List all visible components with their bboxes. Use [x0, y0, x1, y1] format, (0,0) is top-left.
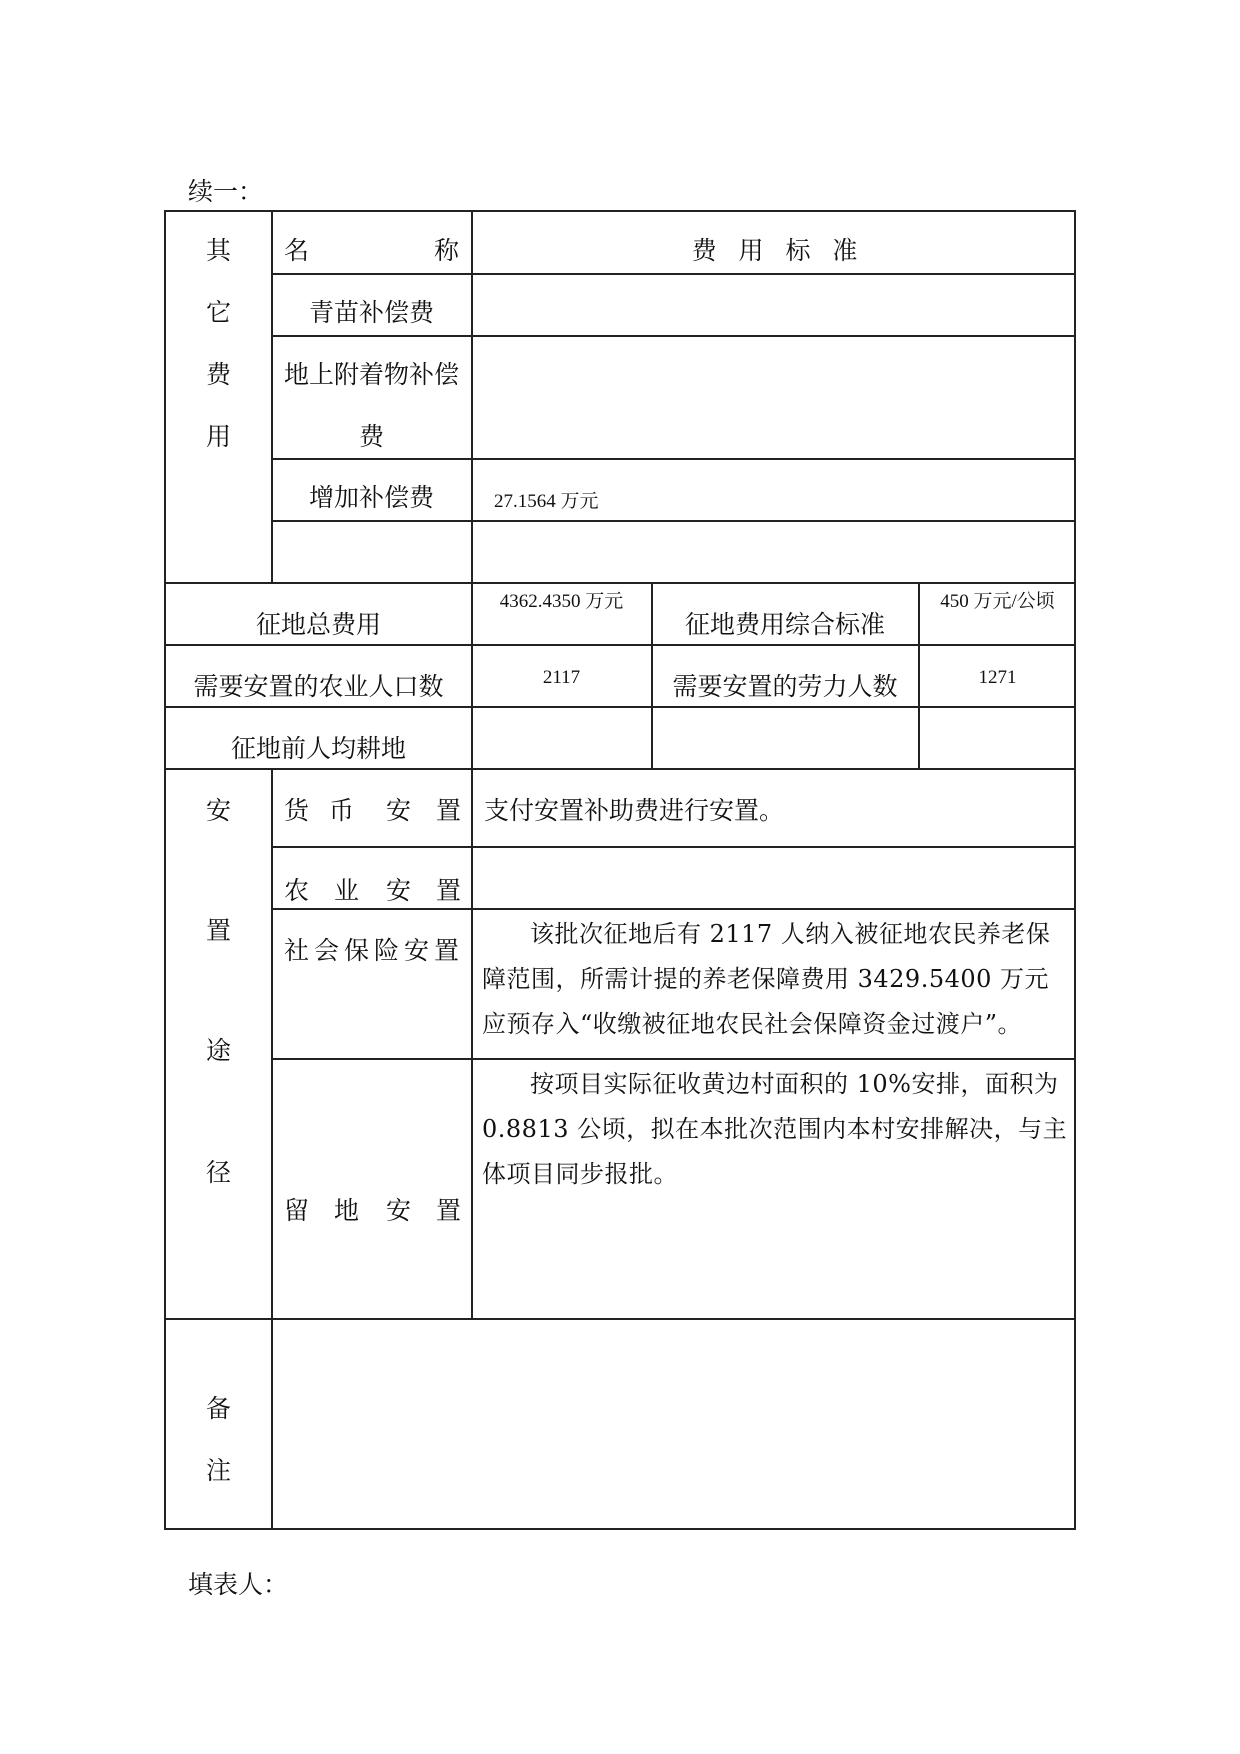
agri-label-char: 业: [334, 876, 360, 905]
form-filler-label: 填表人：: [188, 1570, 289, 1599]
row-divider: [166, 582, 1076, 584]
composite-standard-value: 450 万元/公顷: [940, 591, 1055, 612]
other-fees-label-char: 用: [206, 422, 232, 451]
col-divider: [471, 768, 473, 1318]
continuation-heading: 续一：: [188, 177, 264, 206]
row-divider: [271, 520, 1076, 522]
col-divider: [271, 1318, 273, 1530]
remarks-label-char: 备: [206, 1394, 232, 1423]
reserved-land-value: 按项目实际征收黄边村面积的 10%安排，面积为 0.8813 公顷，拟在本批次范围内本村安排解决，与主体项目同步报批。: [482, 1070, 1068, 1188]
row-divider: [271, 846, 1076, 848]
agri-label-char: 置: [436, 876, 462, 905]
total-fee-value: 4362.4350 万元: [499, 591, 624, 612]
monetary-label-char: 币: [329, 796, 355, 825]
reserved-land-label-char: 留: [284, 1196, 310, 1225]
agri-label-char: 安: [386, 876, 412, 905]
social-insurance-label: 社会保险安置: [284, 936, 465, 965]
fee-name: 青苗补偿费: [308, 298, 434, 327]
header-fee-standard: 费 用 标 准: [691, 236, 858, 265]
resettlement-label-char: 径: [206, 1158, 232, 1187]
remarks-label-char: 注: [206, 1456, 232, 1485]
resettlement-label-char: 安: [206, 796, 232, 825]
row-divider: [166, 706, 1076, 708]
monetary-label-char: 安: [386, 796, 412, 825]
monetary-value: 支付安置补助费进行安置。: [484, 796, 785, 825]
fee-value: 27.1564 万元: [494, 491, 599, 512]
fee-name: 增加补偿费: [308, 483, 434, 512]
row-divider: [271, 273, 1076, 275]
monetary-label-char: 置: [436, 796, 462, 825]
other-fees-label-char: 它: [206, 298, 232, 327]
fee-name: 费: [358, 422, 384, 451]
reserved-land-label-char: 安: [386, 1196, 412, 1225]
col-divider: [271, 768, 273, 1318]
reserved-land-label-char: 地: [334, 1196, 360, 1225]
header-name-char: 称: [434, 236, 460, 265]
row-divider: [271, 1058, 1076, 1060]
agri-population-label: 需要安置的农业人口数: [193, 672, 444, 701]
other-fees-label-char: 费: [206, 360, 232, 389]
labor-count-value: 1271: [978, 667, 1017, 688]
row-divider: [166, 1318, 1076, 1320]
labor-count-label: 需要安置的劳力人数: [672, 672, 898, 701]
land-acquisition-table: [164, 210, 1076, 1530]
row-divider: [271, 335, 1076, 337]
row-divider: [166, 768, 1076, 770]
row-divider: [271, 908, 1076, 910]
col-divider: [271, 212, 273, 582]
social-insurance-value: 该批次征地后有 2117 人纳入被征地农民养老保障范围，所需计提的养老保障费用 3429.5400 万元应预存入“收缴被征地农民社会保障资金过渡户”。: [482, 920, 1051, 1038]
row-divider: [271, 458, 1076, 460]
per-capita-farmland-label: 征地前人均耕地: [230, 734, 406, 763]
fee-name: 地上附着物补偿: [283, 360, 459, 389]
resettlement-label-char: 途: [206, 1036, 232, 1065]
reserved-land-label-char: 置: [436, 1196, 462, 1225]
resettlement-label-char: 置: [206, 916, 232, 945]
other-fees-label-char: 其: [206, 236, 232, 265]
header-name-char: 名: [284, 236, 310, 265]
row-divider: [166, 644, 1076, 646]
composite-standard-label: 征地费用综合标准: [684, 610, 885, 639]
total-fee-label: 征地总费用: [255, 610, 381, 639]
col-divider: [471, 212, 473, 582]
monetary-label-char: 货: [284, 796, 310, 825]
agri-population-value: 2117: [542, 667, 581, 688]
agri-label-char: 农: [284, 876, 310, 905]
